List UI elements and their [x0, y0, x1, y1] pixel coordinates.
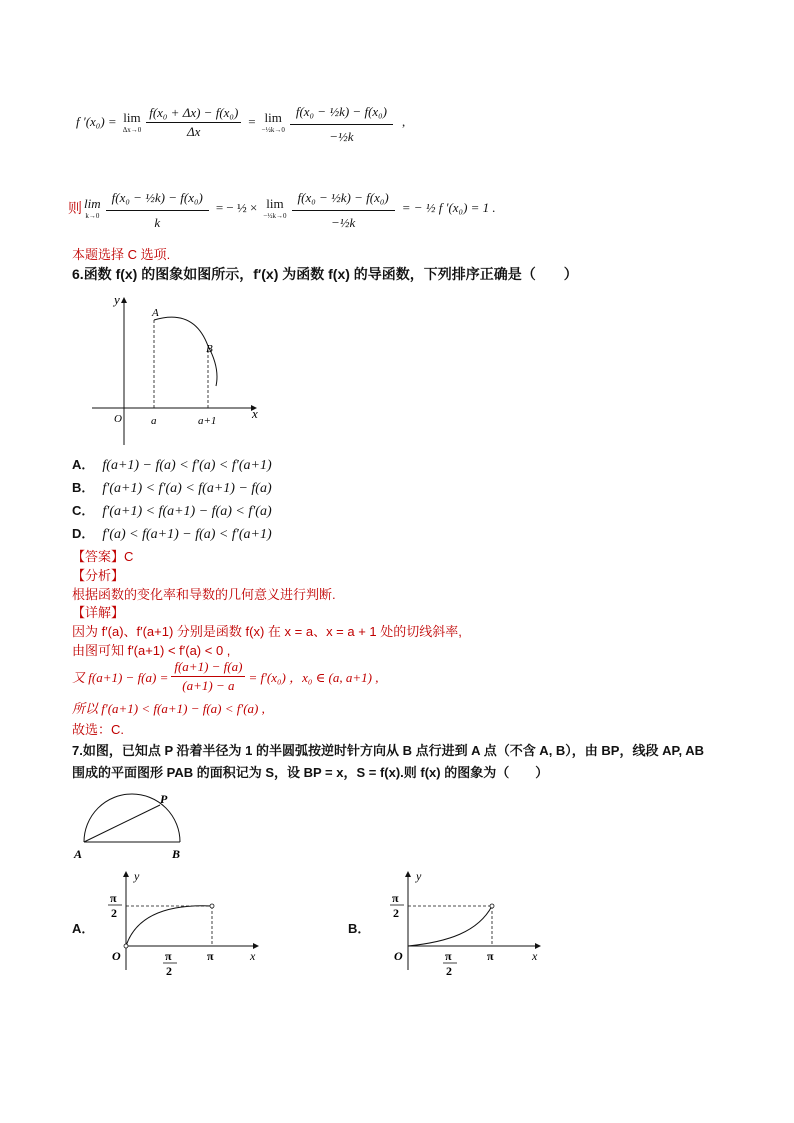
q7-option-a-graph[interactable]: [96, 866, 266, 978]
q6-x-label: x: [252, 406, 258, 421]
q6-A-label: A: [152, 307, 159, 319]
q6-a-label: a: [151, 415, 157, 427]
q6-detail-5: 故选：C.: [72, 722, 125, 737]
q7-a-curve: [126, 906, 212, 946]
eq2-line: 则 lim k→0 $\frac{\text{f(x₀ − ½k) − f(x₀)}}{k}$ = − ½ × lim −½k→0 $\frac{\text{f(x₀ − ½k) − f(x₀)}}{\text{−½k}}$ = − ½ f ′(x₀) = 1 .: [68, 176, 496, 240]
svg-text:π: π: [445, 949, 452, 963]
eq2-prefix: 则: [68, 202, 82, 217]
q6-B-label: B: [206, 343, 213, 355]
svg-text:π: π: [392, 891, 399, 905]
svg-text:π: π: [110, 891, 117, 905]
eq1-frac2: $\frac{\text{f(x₀ − ½k) − f(x₀)}}{\text{−½k}}$: [290, 100, 393, 145]
eq1-lhs: f ′(x₀) =: [76, 114, 117, 129]
q7-option-a-label[interactable]: A．: [72, 921, 95, 936]
q6-detail-2: 由图可知 f′(a+1) < f′(a) < 0 ,: [72, 643, 231, 658]
analysis-tag: 【分析】: [72, 568, 125, 583]
q6-option-c[interactable]: C． f′(a+1) < f(a+1) − f(a) < f′(a): [72, 503, 272, 519]
q7-stem-line1: 7.如图，已知点 P 沿着半径为 1 的半圆弧按逆时针方向从 B 点行进到 A 点（不含 A, B），由 BP，线段 AP, AB: [72, 743, 704, 758]
svg-text:O: O: [112, 949, 121, 963]
q6-option-d[interactable]: D． f′(a) < f(a+1) − f(a) < f′(a+1): [72, 526, 272, 542]
svg-text:y: y: [416, 869, 422, 883]
svg-text:π: π: [207, 949, 214, 963]
q7-B-label: B: [172, 847, 181, 861]
eq1-frac1: $\frac{\text{f(x₀ + Δx) − f(x₀)}}{\Delta x}$: [146, 105, 241, 140]
eq2-frac1: $\frac{\text{f(x₀ − ½k) − f(x₀)}}{k}$: [106, 186, 209, 231]
svg-text:2: 2: [166, 964, 172, 978]
q6-a1-label: a+1: [198, 415, 217, 427]
svg-text:2: 2: [111, 906, 117, 920]
svg-text:O: O: [394, 949, 403, 963]
q6-origin: O: [114, 413, 122, 425]
eq2-frac2: $\frac{\text{f(x₀ − ½k) − f(x₀)}}{\text{−½k}}$: [292, 186, 395, 231]
eq2-lim: lim k→0: [84, 196, 101, 220]
svg-text:x: x: [250, 949, 256, 963]
q6-detail-3: 又 f(a+1) − f(a) = $\frac{f(a+1) - f(a)}{(a+1) - a}$ = f′(x₀) ，x₀ ∈ (a, a+1) ,: [72, 658, 379, 693]
q7-b-curve: [408, 906, 492, 946]
q7-stem-line2: 围成的平面图形 PAB 的面积记为 S，设 BP = x，S = f(x).则 f(x) 的图象为（ ）: [72, 765, 549, 780]
svg-text:2: 2: [446, 964, 452, 978]
eq1-lim: lim Δx→0: [122, 110, 142, 134]
answer-tag: 【答案】: [72, 549, 125, 564]
q6-stem: 6.函数 f(x) 的图象如图所示，f′(x) 为函数 f(x) 的导函数，下列排序正确是（ ）: [72, 266, 578, 282]
q6-analysis: 根据函数的变化率和导数的几何意义进行判断.: [72, 587, 336, 602]
q7-option-b-label[interactable]: B．: [348, 921, 371, 936]
svg-text:π: π: [487, 949, 494, 963]
q7-A-label: A: [74, 847, 83, 861]
q6-answer: 【答案】C: [72, 549, 134, 564]
q6-detail-1: 因为 f′(a)、f′(a+1) 分别是函数 f(x) 在 x = a、x = a + 1 处的切线斜率,: [72, 624, 462, 639]
q7-semicircle-figure: [72, 790, 192, 862]
svg-text:y: y: [134, 869, 140, 883]
eq2-lim2: lim −½k→0: [263, 196, 287, 220]
q6-y-label: y: [114, 292, 120, 307]
svg-text:2: 2: [393, 906, 399, 920]
q6-option-a[interactable]: A． f(a+1) − f(a) < f′(a) < f′(a+1): [72, 457, 272, 473]
q6-detail-4: 所以 f′(a+1) < f(a+1) − f(a) < f′(a) ,: [72, 701, 265, 716]
q6-graph: [84, 290, 274, 450]
eq1-line: f ′(x₀) = lim Δx→0 $\frac{\text{f(x₀ + Δx) − f(x₀)}}{\Delta x}$ = lim −½k→0 $\frac{\text{f(x₀ − ½k) − f(x₀)}}{\text{−½k}}$ ,: [76, 92, 405, 152]
q7-P-label: P: [160, 792, 168, 806]
eq1-lim2: lim −½k→0: [261, 110, 285, 134]
q6-option-b[interactable]: B． f′(a+1) < f′(a) < f(a+1) − f(a): [72, 480, 272, 496]
svg-text:π: π: [165, 949, 172, 963]
q7-option-b-graph[interactable]: [378, 866, 548, 978]
q5-answer-note: 本题选择 C 选项.: [72, 247, 171, 262]
svg-text:x: x: [532, 949, 538, 963]
detail-tag: 【详解】: [72, 605, 125, 620]
